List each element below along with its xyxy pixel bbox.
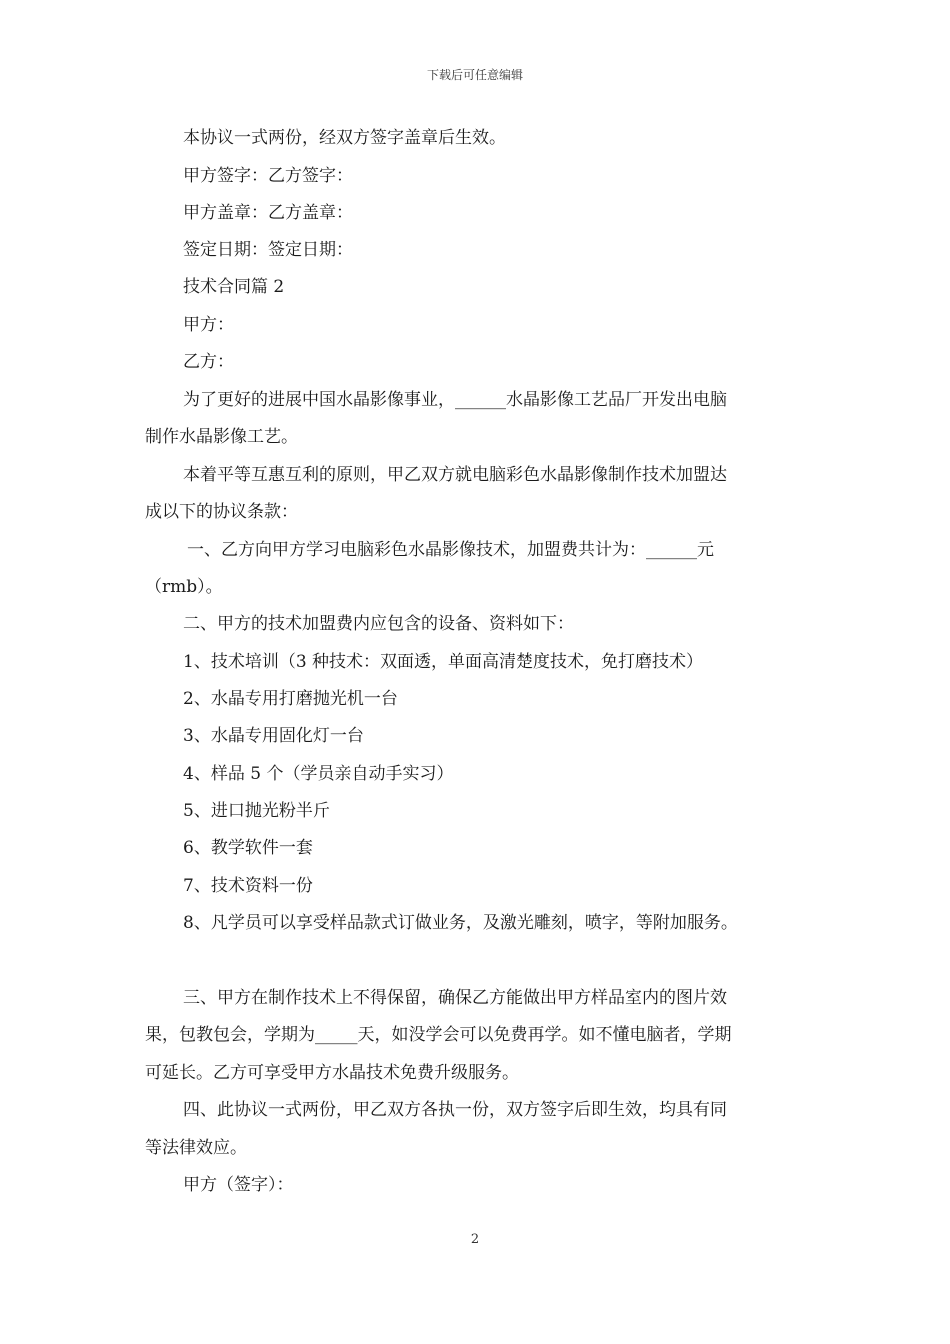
paragraph-line: 一、乙方向甲方学习电脑彩色水晶影像技术，加盟费共计为：______元 [187,540,714,560]
list-item: 5、进口抛光粉半斤 [183,801,330,821]
paragraph-line: 四、此协议一式两份，甲乙双方各执一份，双方签字后即生效，均具有同 [183,1100,727,1120]
paragraph-line: 成以下的协议条款： [145,502,298,522]
list-item: 8、凡学员可以享受样品款式订做业务，及激光雕刻，喷字，等附加服务。 [183,913,738,933]
list-item: 1、技术培训（3 种技术：双面透，单面高清楚度技术，免打磨技术） [183,652,704,672]
paragraph-line: 签定日期：签定日期： [183,240,353,260]
list-item: 2、水晶专用打磨抛光机一台 [183,689,398,709]
paragraph-line: 等法律效应。 [145,1138,247,1158]
section-title: 技术合同篇 2 [183,277,285,297]
paragraph-line: 为了更好的进展中国水晶影像事业，______水晶影像工艺品厂开发出电脑 [183,390,727,410]
paragraph-line: 甲方盖章：乙方盖章： [183,203,353,223]
paragraph-line: 本协议一式两份，经双方签字盖章后生效。 [183,128,506,148]
paragraph-line: 制作水晶影像工艺。 [145,427,298,447]
list-item: 3、水晶专用固化灯一台 [183,726,364,746]
paragraph-line: 甲方签字：乙方签字： [183,166,353,186]
paragraph-line: 可延长。乙方可享受甲方水晶技术免费升级服务。 [145,1063,519,1083]
page-header: 下载后可任意编辑 [426,68,523,82]
paragraph-line: 本着平等互惠互利的原则，甲乙双方就电脑彩色水晶影像制作技术加盟达 [183,465,727,485]
paragraph-line: 乙方： [183,352,234,372]
list-item: 4、样品 5 个（学员亲自动手实习） [183,764,454,784]
list-item: 7、技术资料一份 [183,876,313,896]
paragraph-line: 果，包教包会，学期为_____天，如没学会可以免费再学。如不懂电脑者，学期 [145,1025,732,1045]
signature-line: 甲方（签字）： [183,1175,294,1195]
list-item: 6、教学软件一套 [183,838,313,858]
paragraph-line: 三、甲方在制作技术上不得保留，确保乙方能做出甲方样品室内的图片效 [183,988,727,1008]
paragraph-line: 二、甲方的技术加盟费内应包含的设备、资料如下： [183,614,574,634]
page-number: 2 [470,1232,480,1247]
paragraph-line: 甲方： [183,315,234,335]
paragraph-line: （rmb）。 [145,577,223,597]
